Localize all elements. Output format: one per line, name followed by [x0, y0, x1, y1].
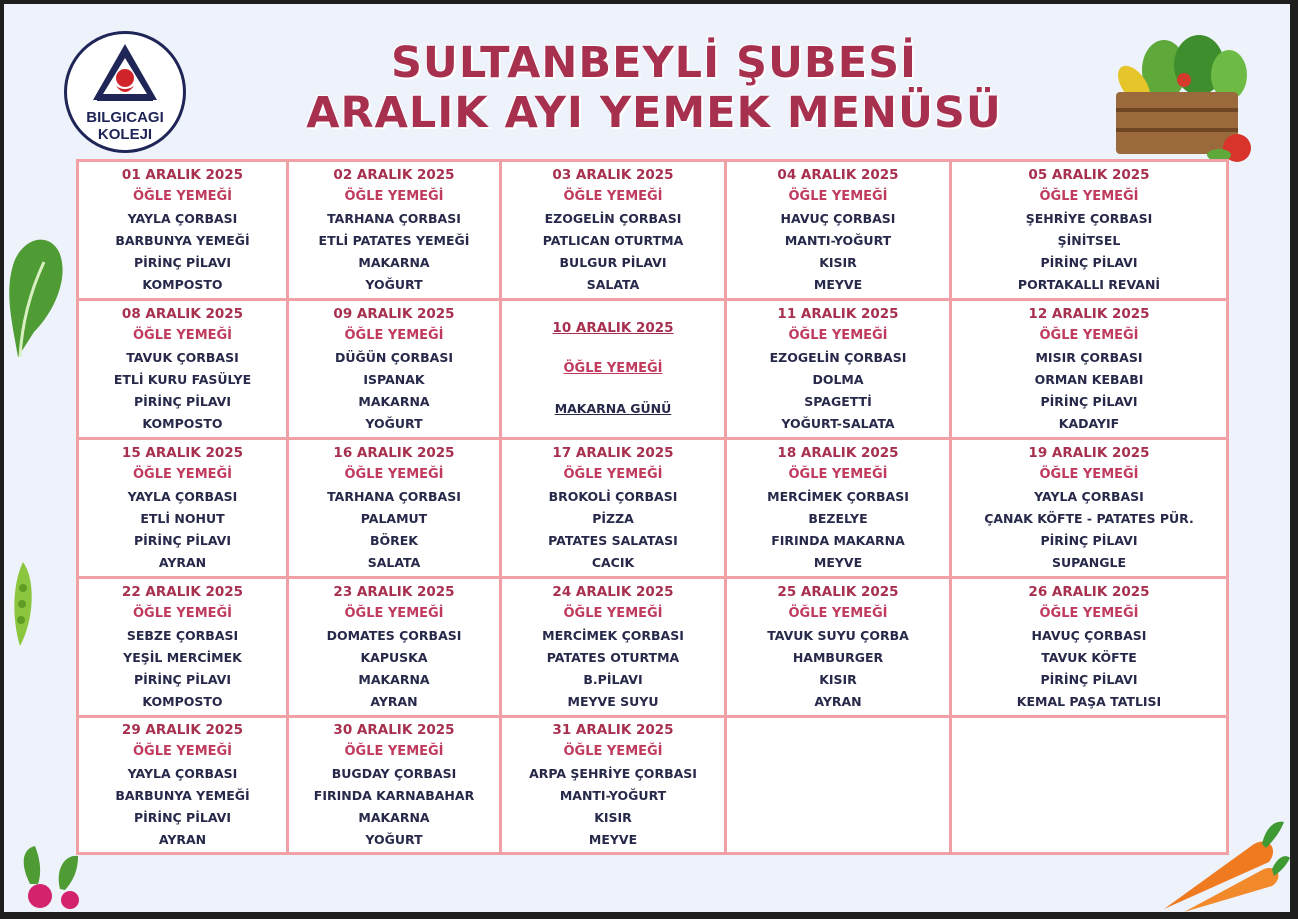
menu-date: 26 ARALIK 2025 [1028, 583, 1150, 600]
menu-date: 29 ARALIK 2025 [121, 721, 244, 738]
menu-table [76, 159, 1229, 855]
menu-day-cell [289, 579, 502, 718]
menu-date: 25 ARALIK 2025 [777, 583, 899, 600]
menu-item: DOMATES ÇORBASI [326, 628, 462, 644]
menu-item: YOĞURT [365, 276, 423, 292]
menu-item: KOMPOSTO [142, 276, 223, 292]
menu-item: BROKOLİ ÇORBASI [548, 489, 678, 505]
menu-item: KAPUSKA [360, 650, 428, 665]
meal-label: ÖĞLE YEMEĞİ [563, 744, 663, 760]
menu-item: PİRİNÇ PİLAVI [133, 254, 231, 270]
menu-item: BULGUR PİLAVI [559, 254, 667, 270]
meal-label: ÖĞLE YEMEĞİ [132, 328, 233, 344]
menu-date: 22 ARALIK 2025 [121, 583, 244, 600]
menu-day-cell [502, 579, 727, 718]
meal-label: ÖĞLE YEMEĞİ [132, 744, 233, 760]
menu-date: 24 ARALIK 2025 [552, 583, 674, 600]
menu-day-cell [289, 440, 502, 579]
menu-item: MERCİMEK ÇORBASI [767, 489, 909, 505]
meal-label: ÖĞLE YEMEĞİ [1039, 189, 1139, 205]
menu-item: PATLICAN OTURTMA [542, 233, 684, 248]
page-subtitle: ARALIK AYI YEMEK MENÜSÜ [306, 88, 1002, 138]
meal-label: ÖĞLE YEMEĞİ [344, 606, 444, 622]
menu-item: PİRİNÇ PİLAVI [133, 532, 231, 548]
menu-item: ŞİNİTSEL [1057, 233, 1121, 248]
menu-item: PORTAKALLI REVANİ [1017, 276, 1161, 292]
menu-day-cell [952, 162, 1226, 301]
menu-cell-empty [952, 718, 1226, 852]
menu-item: PİRİNÇ PİLAVI [133, 809, 231, 825]
menu-item: EZOGELİN ÇORBASI [769, 350, 907, 366]
menu-item: TARHANA ÇORBASI [327, 489, 461, 505]
school-logo [64, 31, 186, 153]
menu-day-cell [727, 579, 952, 718]
meal-label: ÖĞLE YEMEĞİ [788, 467, 888, 483]
menu-item: SALATA [367, 554, 421, 570]
menu-date: 11 ARALIK 2025 [777, 305, 899, 322]
menu-item: SALATA [586, 276, 640, 292]
menu-item: AYRAN [814, 693, 862, 709]
menu-item: PİRİNÇ PİLAVI [1040, 532, 1138, 548]
meal-label: ÖĞLE YEMEĞİ [788, 328, 888, 344]
menu-item: KISIR [819, 671, 857, 687]
menu-item: PALAMUT [360, 511, 428, 526]
meal-label: ÖĞLE YEMEĞİ [1039, 467, 1139, 483]
menu-date: 09 ARALIK 2025 [333, 305, 455, 322]
menu-item: PİRİNÇ PİLAVI [133, 393, 231, 409]
menu-item: MAKARNA [358, 393, 430, 409]
menu-item: PİRİNÇ PİLAVI [1040, 393, 1138, 409]
menu-item: TARHANA ÇORBASI [327, 211, 461, 227]
menu-item: MAKARNA [358, 671, 430, 687]
menu-item: MANTI-YOĞURT [559, 788, 667, 803]
menu-date: 05 ARALIK 2025 [1028, 166, 1150, 183]
menu-item: YOĞURT-SALATA [781, 415, 895, 431]
menu-day-cell [727, 162, 952, 301]
meal-label: ÖĞLE YEMEĞİ [563, 189, 663, 205]
menu-date: 12 ARALIK 2025 [1028, 305, 1150, 322]
menu-day-cell [289, 162, 502, 301]
menu-day-cell [502, 718, 727, 852]
menu-item: AYRAN [370, 693, 418, 709]
menu-item: DÜĞÜN ÇORBASI [334, 350, 454, 366]
meal-label: ÖĞLE YEMEĞİ [563, 606, 663, 622]
menu-day-cell [79, 162, 289, 301]
menu-item: AYRAN [158, 554, 207, 570]
meal-label: ÖĞLE YEMEĞİ [344, 744, 444, 760]
menu-item: ETLİ KURU FASÜLYE [113, 372, 252, 387]
menu-item: PİZZA [592, 511, 634, 526]
menu-item: SUPANGLE [1051, 554, 1127, 570]
menu-date: 30 ARALIK 2025 [333, 721, 455, 738]
menu-item: SEBZE ÇORBASI [126, 628, 239, 644]
menu-day-cell [952, 579, 1226, 718]
meal-label: ÖĞLE YEMEĞİ [132, 606, 233, 622]
menu-item: DOLMA [812, 372, 864, 387]
menu-item: SPAGETTİ [804, 393, 872, 409]
menu-item: PİRİNÇ PİLAVI [133, 671, 231, 687]
menu-item: B.PİLAVI [583, 671, 643, 687]
meal-label: ÖĞLE YEMEĞİ [1039, 606, 1139, 622]
meal-label: ÖĞLE YEMEĞİ [132, 467, 233, 483]
menu-page [4, 4, 1290, 912]
menu-date: 03 ARALIK 2025 [552, 166, 674, 183]
menu-item: ÇANAK KÖFTE - PATATES PÜR. [984, 511, 1194, 526]
menu-item: YAYLA ÇORBASI [127, 489, 238, 505]
menu-item: TAVUK SUYU ÇORBA [767, 628, 909, 644]
meal-label: ÖĞLE YEMEĞİ [788, 606, 888, 622]
menu-day-cell [727, 440, 952, 579]
menu-item: HAMBURGER [792, 650, 884, 665]
meal-label: ÖĞLE YEMEĞİ [563, 467, 663, 483]
menu-date: 17 ARALIK 2025 [552, 444, 674, 461]
meal-label: ÖĞLE YEMEĞİ [344, 189, 444, 205]
menu-date: 15 ARALIK 2025 [121, 444, 244, 461]
menu-day-cell [952, 301, 1226, 440]
menu-item: KOMPOSTO [142, 693, 223, 709]
menu-item: PİRİNÇ PİLAVI [1040, 254, 1138, 270]
menu-item: KOMPOSTO [142, 415, 223, 431]
menu-item: KISIR [819, 254, 857, 270]
menu-item: BUGDAY ÇORBASI [331, 766, 457, 782]
menu-item: PİRİNÇ PİLAVI [1040, 671, 1138, 687]
meal-label: ÖĞLE YEMEĞİ [344, 328, 444, 344]
menu-item: YAYLA ÇORBASI [127, 211, 238, 227]
menu-item: HAVUÇ ÇORBASI [780, 211, 896, 227]
menu-item: BÖREK [369, 532, 418, 548]
menu-item: MAKARNA [358, 254, 430, 270]
menu-item: AYRAN [158, 831, 207, 847]
menu-item: YOĞURT [365, 415, 423, 431]
meal-label: ÖĞLE YEMEĞİ [132, 189, 233, 205]
menu-item: HAVUÇ ÇORBASI [1031, 628, 1147, 644]
menu-date: 19 ARALIK 2025 [1028, 444, 1150, 461]
menu-item: EZOGELİN ÇORBASI [544, 211, 682, 227]
menu-day-cell [502, 440, 727, 579]
menu-item: ORMAN KEBABI [1034, 372, 1144, 387]
menu-item: CACIK [591, 554, 635, 570]
menu-item: YAYLA ÇORBASI [127, 766, 238, 782]
menu-day-cell [502, 301, 727, 440]
menu-item: MISIR ÇORBASI [1035, 350, 1143, 366]
menu-item: KEMAL PAŞA TATLISI [1016, 693, 1162, 709]
menu-date: 31 ARALIK 2025 [552, 721, 674, 738]
menu-item: MEYVE [813, 554, 863, 570]
logo-subname: KOLEJI [97, 126, 153, 143]
menu-item: ETLİ NOHUT [140, 511, 225, 526]
menu-date: 01 ARALIK 2025 [121, 166, 244, 183]
menu-item: ISPANAK [363, 372, 425, 387]
menu-day-cell [79, 579, 289, 718]
menu-item: ARPA ŞEHRİYE ÇORBASI [529, 766, 697, 782]
menu-item: FIRINDA MAKARNA [771, 532, 905, 548]
menu-item: MEYVE [588, 831, 638, 847]
menu-day-cell [79, 440, 289, 579]
pea-pod-icon [8, 560, 38, 650]
menu-item: BEZELYE [808, 511, 868, 526]
menu-item: TAVUK KÖFTE [1041, 650, 1137, 665]
menu-date: 16 ARALIK 2025 [333, 444, 455, 461]
menu-date: 10 ARALIK 2025 [552, 320, 674, 337]
menu-day-cell [79, 301, 289, 440]
menu-day-cell [952, 440, 1226, 579]
menu-item: YOĞURT [365, 831, 423, 847]
menu-date: 18 ARALIK 2025 [777, 444, 899, 461]
menu-date: 04 ARALIK 2025 [777, 166, 899, 183]
menu-item: PATATES OTURTMA [546, 650, 680, 665]
menu-item: MANTI-YOĞURT [784, 233, 892, 248]
menu-item: ETLİ PATATES YEMEĞİ [318, 233, 470, 248]
menu-date: 23 ARALIK 2025 [333, 583, 455, 600]
logo-name: BILGICAGI [86, 109, 164, 126]
menu-day-cell [79, 718, 289, 852]
menu-item: BARBUNYA YEMEĞİ [115, 233, 250, 248]
lettuce-leaf-icon [4, 232, 70, 362]
menu-date: 02 ARALIK 2025 [333, 166, 455, 183]
menu-item: KADAYIF [1058, 415, 1120, 431]
menu-item: YAYLA ÇORBASI [1034, 489, 1144, 505]
meal-label: ÖĞLE YEMEĞİ [563, 361, 663, 377]
menu-item: ŞEHRİYE ÇORBASI [1025, 211, 1153, 227]
menu-item: TAVUK ÇORBASI [126, 350, 239, 366]
meal-label: ÖĞLE YEMEĞİ [344, 467, 444, 483]
menu-item: MEYVE SUYU [567, 693, 659, 709]
menu-day-cell [727, 301, 952, 440]
menu-item: FIRINDA KARNABAHAR [313, 788, 475, 803]
vegetable-crate-icon [1104, 30, 1254, 170]
menu-day-cell [289, 301, 502, 440]
menu-item: BARBUNYA YEMEĞİ [115, 788, 250, 803]
menu-item: PATATES SALATASI [548, 532, 678, 548]
page-title: SULTANBEYLİ ŞUBESİ [390, 38, 918, 88]
menu-item: YEŞİL MERCİMEK [123, 650, 242, 665]
menu-cell-empty [727, 718, 952, 852]
menu-item: MERCİMEK ÇORBASI [542, 628, 684, 644]
menu-item: MAKARNA GÜNÜ [554, 400, 672, 416]
menu-item: MEYVE [813, 276, 863, 292]
meal-label: ÖĞLE YEMEĞİ [788, 189, 888, 205]
menu-item: KISIR [594, 809, 632, 825]
menu-item: MAKARNA [358, 809, 430, 825]
menu-day-cell [289, 718, 502, 852]
menu-day-cell [502, 162, 727, 301]
menu-date: 08 ARALIK 2025 [121, 305, 244, 322]
meal-label: ÖĞLE YEMEĞİ [1039, 328, 1139, 344]
